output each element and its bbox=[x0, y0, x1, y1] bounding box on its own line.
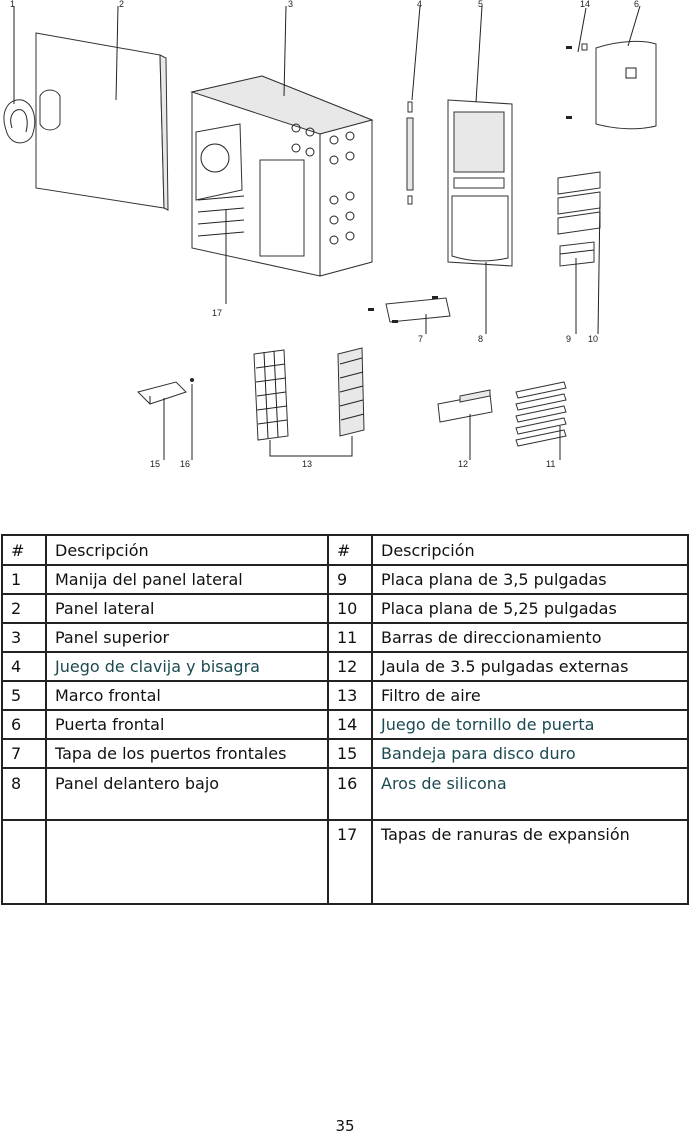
table-row bbox=[2, 710, 688, 739]
part-number: 12 bbox=[328, 652, 372, 681]
callout-6: 6 bbox=[634, 0, 640, 9]
table-row bbox=[2, 594, 688, 623]
callout-10: 10 bbox=[588, 334, 599, 344]
part-number: 3 bbox=[2, 623, 46, 652]
part-description: Panel delantero bajo bbox=[46, 768, 328, 820]
part-number: 6 bbox=[2, 710, 46, 739]
part-description: Tapas de ranuras de expansión bbox=[372, 820, 688, 904]
part-number: 17 bbox=[328, 820, 372, 904]
part-3-5-external-cage bbox=[438, 390, 492, 422]
exploded-parts-diagram bbox=[0, 0, 690, 480]
callout-15: 15 bbox=[150, 459, 161, 469]
part-number bbox=[2, 820, 46, 904]
parts-table bbox=[1, 534, 689, 905]
callout-5: 5 bbox=[478, 0, 484, 9]
leader-6 bbox=[628, 6, 640, 46]
table-row bbox=[2, 768, 688, 820]
part-drive-rails bbox=[516, 382, 566, 446]
callout-3: 3 bbox=[288, 0, 294, 9]
part-front-bezel bbox=[448, 100, 512, 266]
leader-5 bbox=[476, 6, 482, 102]
callout-11: 11 bbox=[546, 459, 556, 469]
callout-14: 14 bbox=[580, 0, 591, 9]
part-door-screw-kit bbox=[566, 44, 587, 119]
part-front-door bbox=[596, 41, 656, 128]
part-number: 14 bbox=[328, 710, 372, 739]
table-row bbox=[2, 652, 688, 681]
part-description: Filtro de aire bbox=[372, 681, 688, 710]
part-description-link[interactable]: Juego de tornillo de puerta bbox=[372, 710, 688, 739]
part-number: 5 bbox=[2, 681, 46, 710]
part-description-link[interactable]: Juego de clavija y bisagra bbox=[46, 652, 328, 681]
part-5-25-plates bbox=[558, 172, 600, 234]
page-number: 35 bbox=[335, 1117, 355, 1135]
part-air-filter bbox=[254, 348, 364, 440]
part-number: 13 bbox=[328, 681, 372, 710]
leader-13 bbox=[270, 436, 352, 456]
part-description bbox=[46, 820, 328, 904]
part-number: 15 bbox=[328, 739, 372, 768]
header-number: # bbox=[2, 535, 46, 565]
part-description-link[interactable]: Aros de silicona bbox=[372, 768, 688, 820]
part-number: 9 bbox=[328, 565, 372, 594]
part-description: Marco frontal bbox=[46, 681, 328, 710]
header-description: Descripción bbox=[372, 535, 688, 565]
part-silicone-ring bbox=[190, 378, 194, 382]
part-number: 11 bbox=[328, 623, 372, 652]
callout-2: 2 bbox=[119, 0, 125, 9]
part-number: 4 bbox=[2, 652, 46, 681]
part-description: Tapa de los puertos frontales bbox=[46, 739, 328, 768]
table-row bbox=[2, 565, 688, 594]
table-row bbox=[2, 820, 688, 904]
part-side-panel-handle bbox=[4, 100, 35, 143]
table-row bbox=[2, 623, 688, 652]
table-row bbox=[2, 739, 688, 768]
callout-8: 8 bbox=[478, 334, 484, 344]
part-description: Manija del panel lateral bbox=[46, 565, 328, 594]
part-description: Barras de direccionamiento bbox=[372, 623, 688, 652]
part-hdd-tray bbox=[138, 382, 186, 404]
part-number: 1 bbox=[2, 565, 46, 594]
callout-9: 9 bbox=[566, 334, 572, 344]
callout-7: 7 bbox=[418, 334, 424, 344]
part-description: Placa plana de 3,5 pulgadas bbox=[372, 565, 688, 594]
part-description: Placa plana de 5,25 pulgadas bbox=[372, 594, 688, 623]
part-number: 16 bbox=[328, 768, 372, 820]
table-row bbox=[2, 681, 688, 710]
callout-17: 17 bbox=[212, 308, 223, 318]
part-pin-hinge-kit bbox=[407, 102, 413, 204]
leader-3 bbox=[284, 6, 286, 96]
part-number: 2 bbox=[2, 594, 46, 623]
leader-4 bbox=[412, 6, 420, 100]
part-side-panel bbox=[36, 33, 168, 210]
part-description-link[interactable]: Bandeja para disco duro bbox=[372, 739, 688, 768]
part-number: 8 bbox=[2, 768, 46, 820]
table-header-row bbox=[2, 535, 688, 565]
header-description: Descripción bbox=[46, 535, 328, 565]
part-number: 10 bbox=[328, 594, 372, 623]
callout-4: 4 bbox=[417, 0, 423, 9]
part-description: Panel lateral bbox=[46, 594, 328, 623]
part-description: Jaula de 3.5 pulgadas externas bbox=[372, 652, 688, 681]
part-front-port-cover bbox=[368, 296, 450, 323]
part-number: 7 bbox=[2, 739, 46, 768]
part-description: Panel superior bbox=[46, 623, 328, 652]
header-number: # bbox=[328, 535, 372, 565]
part-3-5-plate bbox=[560, 242, 594, 266]
callout-16: 16 bbox=[180, 459, 191, 469]
callout-12: 12 bbox=[458, 459, 469, 469]
callout-1: 1 bbox=[10, 0, 16, 9]
part-description: Puerta frontal bbox=[46, 710, 328, 739]
callout-13: 13 bbox=[302, 459, 313, 469]
part-chassis bbox=[192, 76, 372, 276]
